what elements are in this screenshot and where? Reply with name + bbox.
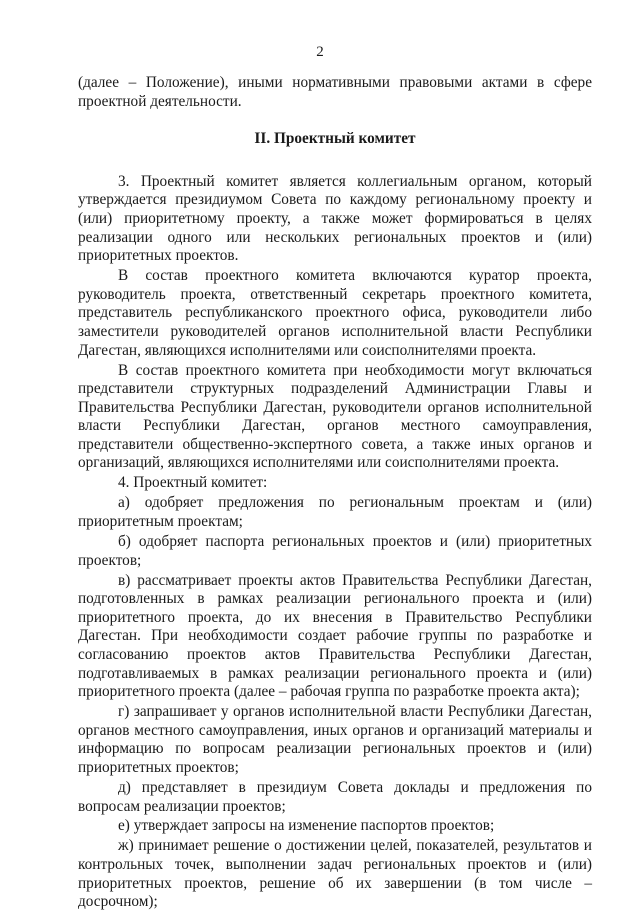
page-number: 2 <box>316 44 324 60</box>
paragraph-3-committee-definition: 3. Проектный комитет является коллегиальным органом, который утверждается президиумом Совета по каждому региональному проекту и (или) приоритетному проекту, а также может формироваться в целях реализации одного или нескольких региональных проектов и (или) приоритетных проектов. <box>78 172 592 265</box>
intro-paragraph: (далее – Положение), иными нормативными правовыми актами в сфере проектной деятельности. <box>78 74 592 110</box>
list-item-e: е) утверждает запросы на изменение паспортов проектов; <box>118 817 495 835</box>
document-body <box>78 74 592 913</box>
section-heading: II. Проектный комитет <box>254 130 416 148</box>
list-item-v: в) рассматривает проекты актов Правительства Республики Дагестан, подготовленных в рамках реализации регионального проекта и (или) приоритетного проекта, до их внесения в Правительство Республики Дагестан. При необходимости создает рабочие группы по разработке и согласованию проектов актов Правительства Республики Дагестан, подготавливаемых в рамках реализации регионального проекта и (или) приоритетного проекта (далее – рабочая группа по разработке проекта акта); <box>78 571 592 701</box>
paragraph-committee-composition: В состав проектного комитета включаются куратор проекта, руководитель проекта, ответственный секретарь проектного комитета, представитель республиканского проектного офиса, руководители либо заместители руководителей органов исполнительной власти Республики Дагестан, являющихся исполнителями или соисполнителями проекта. <box>78 267 592 359</box>
list-item-zh: ж) принимает решение о достижении целей, показателей, результатов и контрольных точек, выполнении задач региональных проектов и (или) приоритетных проектов, решение об их завершении (в том числе – досрочном); <box>78 837 592 911</box>
list-item-d: д) представляет в президиум Совета доклады и предложения по вопросам реализации проектов; <box>78 778 592 815</box>
list-item-b: б) одобряет паспорта региональных проектов и (или) приоритетных проектов; <box>78 533 592 569</box>
list-item-a: а) одобряет предложения по региональным проектам и (или) приоритетным проектам; <box>78 494 592 531</box>
paragraph-optional-members: В состав проектного комитета при необходимости могут включаться представители структурных подразделений Администрации Главы и Правительства Республики Дагестан, руководители органов исполнительной власти Республики Дагестан, органов местного самоуправления, представители общественно-экспертного совета, а также иных органов и организаций, являющихся исполнителями или соисполнителями проекта. <box>78 361 592 472</box>
paragraph-4-committee-functions: 4. Проектный комитет: <box>118 474 268 492</box>
list-item-g: г) запрашивает у органов исполнительной власти Республики Дагестан, органов местного самоуправления, иных органов и организаций материалы и информацию по вопросам реализации региональных проектов и (или) приоритетных проектов; <box>78 703 592 776</box>
